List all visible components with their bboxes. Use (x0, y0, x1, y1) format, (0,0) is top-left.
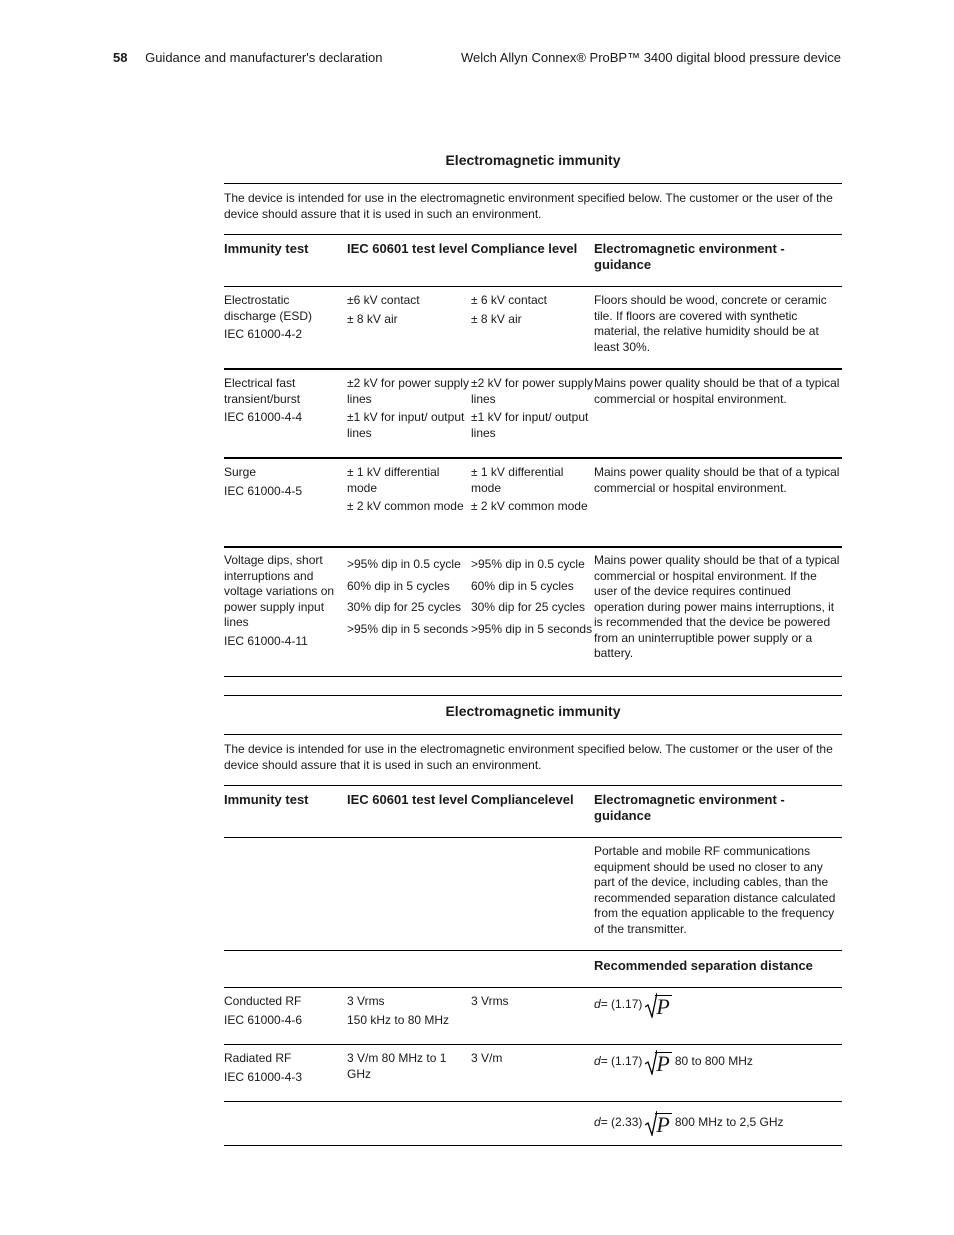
level-line: ± 2 kV common mode (347, 499, 464, 513)
divider (224, 987, 842, 988)
cell-compliance (471, 376, 593, 441)
divider (224, 183, 842, 184)
separation-formula (594, 992, 842, 1018)
test-standard: IEC 61000-4-4 (224, 410, 303, 424)
divider (224, 695, 842, 696)
compliance-line: ± 6 kV contact (471, 293, 547, 307)
cell-test (224, 376, 344, 426)
compliance-line: ±1 kV for input/ output lines (471, 410, 589, 440)
level-line: >95% dip in 0.5 cycle (347, 557, 461, 571)
col-header-compliance: Compliancelevel (471, 792, 574, 807)
cell-test (224, 994, 344, 1028)
level-line: 60% dip in 5 cycles (347, 578, 450, 593)
compliance-line: ±2 kV for power supply lines (471, 376, 593, 406)
col-header-iec-level: IEC 60601 test level (347, 241, 468, 256)
separation-formula (594, 1049, 842, 1075)
compliance-line: ± 8 kV air (471, 311, 522, 326)
test-name: Voltage dips, short interruptions and voltage variations on power supply input lines (224, 553, 335, 629)
level-line: >95% dip in 5 seconds (347, 621, 469, 636)
table2-intro: The device is intended for use in the electromagnetic environment specified below. The customer or the user of the device should assure that it is used in such an environment. (224, 742, 833, 772)
formula-eq: = (2.33) (600, 1115, 643, 1130)
divider (224, 950, 842, 951)
compliance-line: 30% dip for 25 cycles (471, 600, 586, 614)
divider (224, 837, 842, 838)
level-line: ±6 kV contact (347, 293, 420, 307)
separation-formula (594, 1110, 842, 1136)
test-name: Surge (224, 465, 257, 479)
cell-compliance (471, 465, 593, 515)
level-line: 3 Vrms (347, 994, 385, 1008)
sqrt-symbol (645, 992, 671, 1018)
test-standard: IEC 61000-4-5 (224, 483, 303, 498)
divider (224, 457, 842, 459)
cell-iec-level (347, 994, 469, 1028)
cell-iec-level (347, 376, 469, 441)
sqrt-symbol (645, 1110, 671, 1136)
cell-guidance: Mains power quality should be that of a typical commercial or hospital environment. (594, 376, 840, 406)
divider (224, 1145, 842, 1146)
divider (224, 234, 842, 235)
divider (224, 676, 842, 677)
page-number: 58 (113, 50, 128, 65)
level-line: ±1 kV for input/ output lines (347, 410, 465, 440)
cell-test (224, 1051, 344, 1085)
section-name: Guidance and manufacturer's declaration (145, 50, 383, 65)
formula-p: P (656, 1051, 670, 1076)
col-header-guidance: Electromagnetic environment - guidance (594, 792, 785, 823)
test-standard: IEC 61000-4-2 (224, 327, 303, 341)
cell-guidance: Mains power quality should be that of a typical commercial or hospital environment. (594, 465, 840, 495)
header-left (113, 50, 382, 65)
compliance-line: ± 2 kV common mode (471, 499, 588, 513)
cell-iec-level (347, 465, 469, 515)
table1-title: Electromagnetic immunity (445, 152, 621, 168)
col-header-compliance: Compliance level (471, 241, 578, 256)
divider (224, 785, 842, 786)
level-line: 150 kHz to 80 MHz (347, 1012, 450, 1027)
cell-compliance: 3 Vrms (471, 994, 509, 1008)
test-standard: IEC 61000-4-11 (224, 633, 308, 648)
cell-compliance (471, 557, 593, 637)
cell-test (224, 465, 344, 499)
col-header-immunity-test: Immunity test (224, 241, 309, 256)
formula-eq: = (1.17) (600, 1054, 643, 1069)
divider (224, 1101, 842, 1102)
compliance-line: ± 1 kV differential mode (471, 465, 564, 495)
cell-guidance: Mains power quality should be that of a typical commercial or hospital environment. If the user of the device requires continued operation during power mains interruptions, it is recommended that the device be powered from an uninterruptible power supply or a battery. (594, 553, 840, 660)
page-header (113, 50, 841, 65)
cell-iec-level (347, 293, 469, 327)
test-standard: IEC 61000-4-3 (224, 1069, 303, 1084)
formula-suffix: 800 MHz to 2,5 GHz (674, 1115, 784, 1130)
test-name: Electrical fast transient/burst (224, 376, 301, 406)
test-standard: IEC 61000-4-6 (224, 1012, 303, 1027)
col-header-iec-level: IEC 60601 test level (347, 792, 468, 807)
divider (224, 734, 842, 735)
test-name: Radiated RF (224, 1051, 292, 1065)
level-line: ±2 kV for power supply lines (347, 376, 469, 406)
portable-rf-note: Portable and mobile RF communications equipment should be used no closer to any part of the device, including cables, than the recommended separation distance calculated from the equation applicable to the frequency of the transmitter. (594, 844, 836, 936)
cell-test (224, 293, 344, 343)
compliance-line: 60% dip in 5 cycles (471, 578, 574, 593)
cell-compliance: 3 V/m (471, 1051, 503, 1065)
cell-guidance: Floors should be wood, concrete or ceramic tile. If floors are covered with synthetic material, the relative humidity should be at least 30%. (594, 293, 827, 354)
formula-suffix: 80 to 800 MHz (674, 1054, 753, 1069)
divider (224, 368, 842, 370)
sqrt-symbol (645, 1049, 671, 1075)
formula-d: d (594, 997, 601, 1012)
separation-distance-heading: Recommended separation distance (594, 958, 813, 973)
product-name: Welch Allyn Connex® ProBP™ 3400 digital blood pressure device (460, 50, 841, 65)
cell-iec-level: 3 V/m 80 MHz to 1 GHz (347, 1051, 447, 1081)
compliance-line: >95% dip in 5 seconds (471, 621, 593, 636)
table1-intro: The device is intended for use in the electromagnetic environment specified below. The customer or the user of the device should assure that it is used in such an environment. (224, 191, 833, 221)
compliance-line: >95% dip in 0.5 cycle (471, 557, 585, 571)
cell-test (224, 553, 344, 649)
formula-p: P (656, 1112, 670, 1137)
cell-compliance (471, 293, 593, 327)
level-line: ± 8 kV air (347, 311, 398, 326)
divider (224, 546, 842, 548)
divider (224, 1044, 842, 1045)
formula-d: d (594, 1054, 601, 1069)
formula-p: P (656, 994, 670, 1019)
cell-iec-level (347, 557, 469, 637)
formula-eq: = (1.17) (600, 997, 643, 1012)
test-name: Conducted RF (224, 994, 302, 1008)
level-line: 30% dip for 25 cycles (347, 600, 462, 614)
col-header-immunity-test: Immunity test (224, 792, 309, 807)
formula-d: d (594, 1115, 601, 1130)
level-line: ± 1 kV differential mode (347, 465, 440, 495)
divider (224, 286, 842, 287)
table2-title: Electromagnetic immunity (445, 703, 621, 719)
test-name: Electrostatic discharge (ESD) (224, 293, 313, 323)
col-header-guidance: Electromagnetic environment - guidance (594, 241, 785, 272)
